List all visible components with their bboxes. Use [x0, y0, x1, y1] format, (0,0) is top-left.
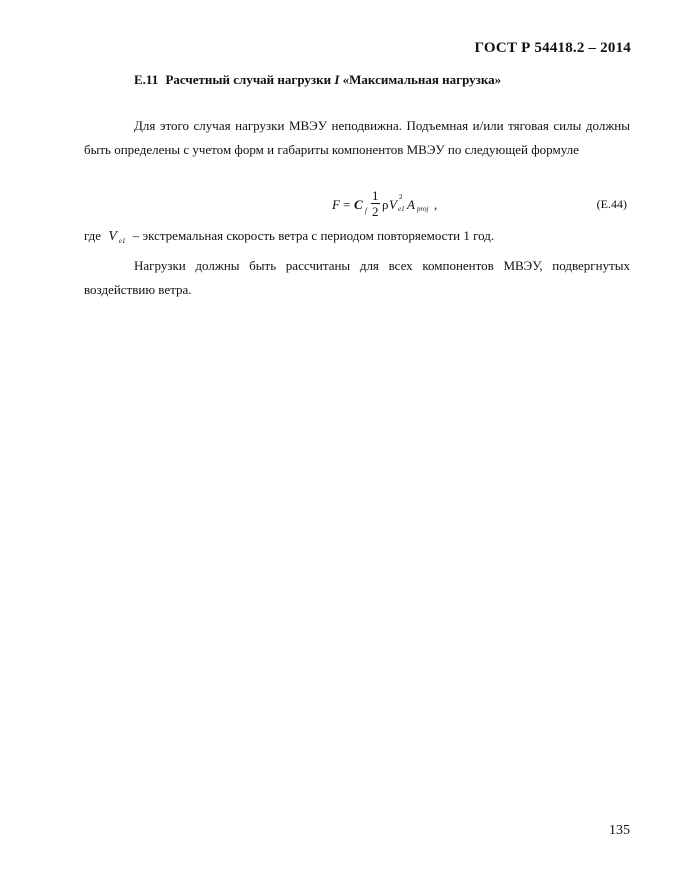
paragraph-intro [84, 114, 630, 162]
section-heading [134, 72, 501, 88]
paragraph-intro-text: Для этого случая нагрузки МВЭУ неподвижна. Подъемная и/или тяговая силы должны быть определены с учетом форм и габариты компонентов МВЭУ по следующей формуле [84, 118, 630, 157]
formula-lhs: F [332, 197, 340, 212]
formula-rho: ρ [382, 197, 389, 212]
page-number: 135 [609, 823, 630, 838]
where-definition [84, 228, 494, 245]
formula-fraction-numerator: 1 [372, 188, 379, 203]
section-case-numeral: I [334, 72, 340, 87]
formula-coefficient-sub: f [365, 207, 367, 215]
paragraph-loads [84, 254, 630, 302]
where-symbol-sub: e1 [118, 237, 126, 245]
formula-velocity-sub: e1 [398, 205, 405, 213]
formula-comma: , [434, 197, 438, 212]
formula-area: A [407, 197, 415, 212]
formula-fraction-denominator: 2 [372, 204, 379, 219]
equation-number: (E.44) [596, 197, 627, 211]
formula-coefficient: C [354, 197, 363, 212]
where-text: – экстремальная скорость ветра с периодом повторяемости 1 год. [132, 228, 495, 243]
section-title-text: Расчетный случай нагрузки [165, 72, 332, 87]
where-prefix: где [84, 228, 102, 243]
document-code: ГОСТ Р 54418.2 – 2014 [474, 40, 631, 56]
formula-velocity: V [389, 197, 397, 212]
formula-velocity-sup: 2 [399, 193, 403, 201]
formula-e44 [332, 188, 452, 222]
where-symbol: V [108, 229, 117, 244]
section-number: E.11 [134, 72, 159, 87]
formula-area-sub: proj [417, 205, 429, 213]
formula-equals: = [343, 197, 351, 212]
section-title-quote: «Максимальная нагрузка» [342, 72, 502, 87]
paragraph-loads-text: Нагрузки должны быть рассчитаны для всех компонентов МВЭУ, подвергнутых воздействию ветра. [84, 258, 630, 297]
